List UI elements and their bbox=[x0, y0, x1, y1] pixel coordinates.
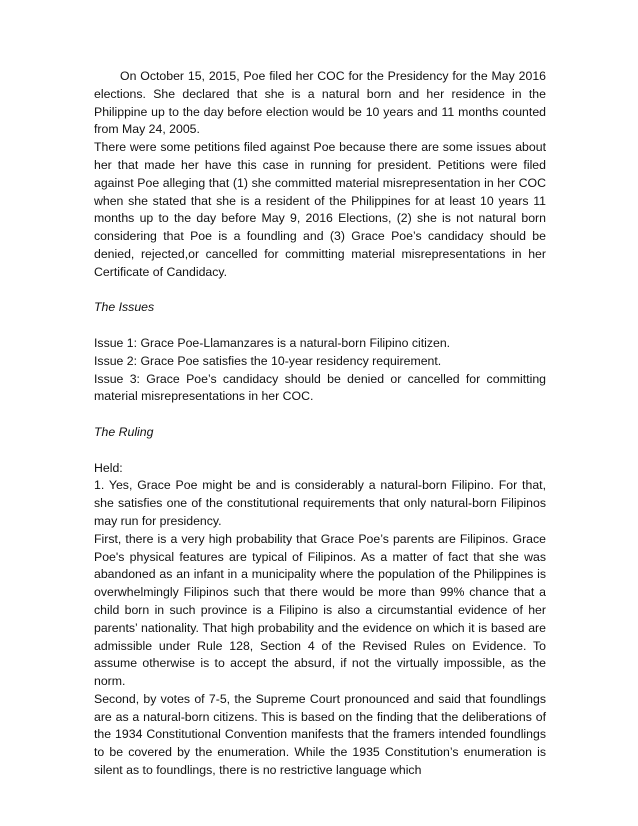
spacer bbox=[94, 442, 546, 460]
ruling-heading: The Ruling bbox=[94, 424, 154, 439]
ruling-paragraph-1: 1. Yes, Grace Poe might be and is considerably a natural-born Filipino. For that, she satisfies one of the constitutional requirements that only natural-born Filipinos may run for presidency. bbox=[94, 478, 546, 528]
ruling-paragraph-3: Second, by votes of 7-5, the Supreme Court pronounced and said that foundlings are as a natural-born citizens. This is based on the finding that the deliberations of the 1934 Constitutional Convention manifests that the framers intended foundlings to be covered by the enumeration. While the 1935 Constitution’s enumeration is silent as to foundlings, there is no restrictive language which bbox=[94, 691, 546, 778]
spacer bbox=[94, 317, 546, 335]
held-label: Held: bbox=[94, 460, 123, 475]
ruling-paragraph-2: First, there is a very high probability that Grace Poe’s parents are Filipinos. Grace Poe's physical features are typical of Filipinos. As a matter of fact that she was abandoned as an infant in a municipality where the population of the Philippines is overwhelmingly Filipinos such that there would be more than 99% chance that a child born in such province is a Filipino is also a circumstantial evidence of her parents’ nationality. That high probability and the evidence on which it is based are admissible under Rule 128, Section 4 of the Revised Rules on Evidence. To assume otherwise is to accept the absurd, if not the virtually impossible, as the norm. bbox=[94, 531, 546, 689]
issue-item: Issue 1: Grace Poe-Llamanzares is a natural-born Filipino citizen. bbox=[94, 335, 451, 350]
spacer bbox=[94, 406, 546, 424]
document-page bbox=[94, 68, 546, 780]
intro-paragraph-1: On October 15, 2015, Poe filed her COC for the Presidency for the May 2016 elections. She declared that she is a natural born and her residence in the Philippine up to the day before election would be 10 years and 11 months counted from May 24, 2005. bbox=[94, 69, 546, 137]
spacer bbox=[94, 282, 546, 300]
issues-heading: The Issues bbox=[94, 300, 155, 315]
issue-item: Issue 2: Grace Poe satisfies the 10-year residency requirement. bbox=[94, 353, 442, 368]
issue-item: Issue 3: Grace Poe’s candidacy should be denied or cancelled for committing material misrepresentations in her COC. bbox=[94, 371, 546, 404]
intro-paragraph-2: There were some petitions filed against Poe because there are some issues about her that made her have this case in running for president. Petitions were filed against Poe alleging that (1) she committed material misrepresentation in her COC when she stated that she is a resident of the Philippines for at least 10 years 11 months up to the day before May 9, 2016 Elections, (2) she is not natural born considering that Poe is a foundling and (3) Grace Poe’s candidacy should be denied, rejected,or cancelled for committing material misrepresentations in her Certificate of Candidacy. bbox=[94, 140, 546, 279]
